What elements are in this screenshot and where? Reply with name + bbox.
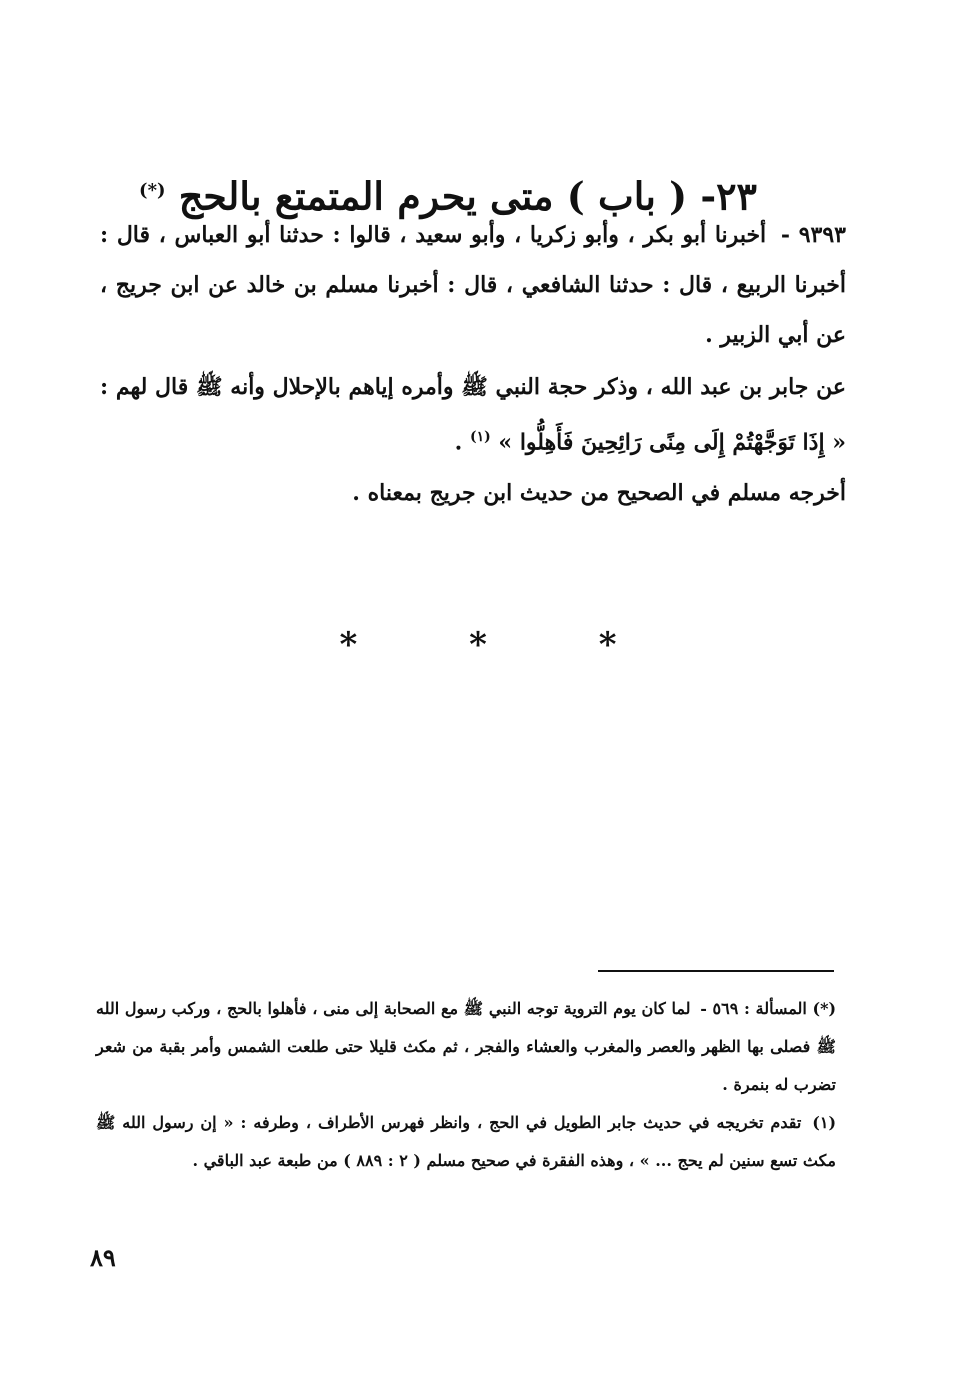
hadith-paragraph	[100, 210, 846, 360]
footnote-mark: (*) المسألة : ٥٦٩ -	[700, 999, 837, 1018]
heading-footnote-mark: (*)	[139, 180, 166, 202]
takhrij-text: أخرجه مسلم في الصحيح من حديث ابن جريج بمعناه .	[352, 480, 846, 506]
footnote-item	[96, 1104, 836, 1180]
takhrij-paragraph	[100, 468, 846, 518]
footnote-text: تقدم تخريجه في حديث جابر الطويل في الحج ، وانظر فهرس الأطراف ، وطرفه : « إن رسول الله ﷺ مكث تسع سنين لم يحج ... » ، وهذه الفقرة في صحيح مسلم ( ٢ : ٨٨٩ ) من طبعة عبد الباقي .	[96, 1113, 836, 1170]
footnote-divider	[598, 970, 834, 972]
isnad-text: أخبرنا أبو بكر ، وأبو زكريا ، وأبو سعيد ، قالوا : حدثنا أبو العباس ، قال : أخبرنا الربيع ، قال : حدثنا الشافعي ، قال : أخبرنا مسلم بن خالد عن ابن جريج ، عن أبي الزبير .	[100, 222, 846, 348]
hadith-number: ٩٣٩٣ -	[780, 222, 846, 248]
section-separator: * * *	[339, 625, 667, 665]
matn-text: عن جابر بن عبد الله ، وذكر حجة النبي ﷺ وأمره إياهم بالإحلال وأنه ﷺ قال لهم : « إِذَا تَوَجَّهْتُمْ إِلَى مِنًى رَائِحِينَ فَأَهِلُّوا »	[100, 374, 846, 456]
matn-paragraph	[100, 362, 846, 467]
footnotes	[96, 990, 836, 1180]
footnote-mark: (١)	[812, 1113, 837, 1132]
footnote-ref: (١)	[469, 429, 491, 445]
matn-end: .	[454, 429, 463, 456]
chapter-heading-text: ٢٣- ( باب ) متى يحرم المتمتع بالحج	[178, 174, 757, 220]
footnote-text: لما كان يوم التروية توجه النبي ﷺ مع الصحابة إلى منى ، فأهلوا بالحج ، وركب رسول الله ﷺ فصلى بها الظهر والعصر والمغرب والعشاء والفجر ، ثم مكث قليلا حتى طلعت الشمس وأمر بقبة من شعر تضرب له بنمرة .	[96, 999, 836, 1094]
footnote-item	[96, 990, 836, 1104]
page-number: ٨٩	[90, 1243, 116, 1272]
